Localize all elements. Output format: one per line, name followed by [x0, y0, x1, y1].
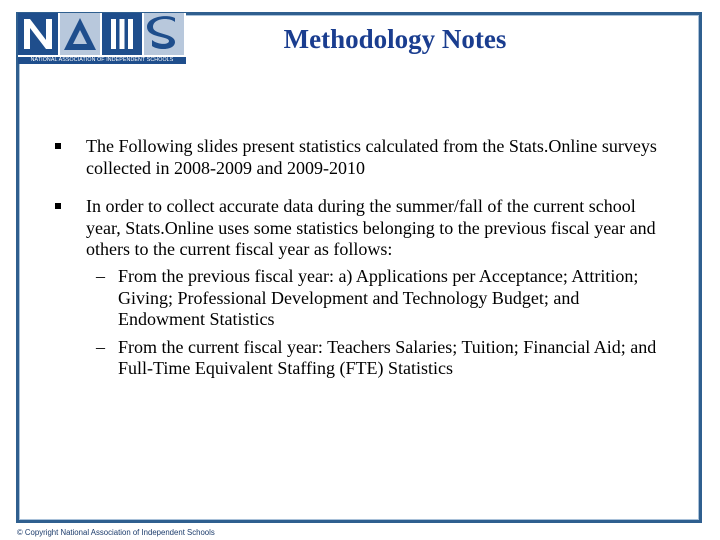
logo-letters [18, 13, 184, 55]
logo-letter-a [60, 13, 100, 55]
logo-letter-n [18, 13, 58, 55]
logo-letter-s-glyph [144, 13, 184, 55]
slide-content [52, 136, 662, 397]
dash-bullet-icon: – [96, 336, 105, 357]
page-title: Methodology Notes [283, 24, 507, 54]
bullet-item [52, 196, 662, 380]
logo-letter-i [102, 13, 142, 55]
dash-bullet-icon: – [96, 265, 105, 286]
logo-letter-a-glyph [60, 13, 100, 55]
square-bullet-icon [55, 203, 61, 209]
sub-bullet-list [86, 266, 662, 380]
logo-caption: NATIONAL ASSOCIATION OF INDEPENDENT SCHOOLS [18, 57, 186, 64]
logo-letter-s [144, 13, 184, 55]
square-bullet-icon [55, 143, 61, 149]
sub-bullet-item [86, 266, 662, 331]
nais-logo [18, 13, 186, 63]
bullet-item [52, 136, 662, 179]
sub-bullet-item [86, 337, 662, 380]
bullet-text: In order to collect accurate data during the summer/fall of the current school year, Stats.Online uses some statistics belonging to the previous fiscal year and others to the current fiscal year as follows: [86, 196, 656, 260]
sub-bullet-text: From the current fiscal year: Teachers Salaries; Tuition; Financial Aid; and Full-Time Equivalent Staffing (FTE) Statistics [118, 336, 657, 379]
logo-letter-i-glyph [102, 13, 142, 55]
bullet-text: The Following slides present statistics calculated from the Stats.Online surveys collected in 2008-2009 and 2009-2010 [86, 136, 657, 178]
logo-letter-n-glyph [18, 13, 58, 55]
sub-bullet-text: From the previous fiscal year: a) Applications per Acceptance; Attrition; Giving; Professional Development and Technology Budget; and Endowment Statistics [118, 265, 639, 330]
copyright-footer: © Copyright National Association of Independent Schools [17, 528, 215, 537]
